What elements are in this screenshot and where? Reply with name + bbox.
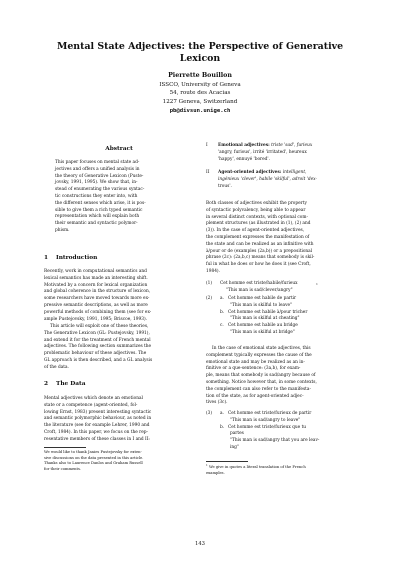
abstract-body <box>55 160 183 235</box>
text-line: of the data. <box>44 364 69 370</box>
footnote-rule <box>206 461 248 462</box>
example-number: (3) <box>206 411 213 416</box>
section-number: 1 <box>44 255 49 261</box>
example-gloss: "This man is sad/clever/angry" <box>226 287 293 293</box>
example-french: Cet homme est triste/furieux que tu <box>228 424 307 430</box>
author-name: Pierrette Bouillon <box>168 72 232 79</box>
section-title: Introduction <box>56 255 98 261</box>
abstract-line: sible to give them a rich typed semantic <box>55 207 143 213</box>
author-city: 1227 Geneva, Switzerland <box>162 99 238 106</box>
text-line: ple, means that somebody is sad/angry because of <box>206 373 316 379</box>
text-line: ingénieux 'clever', habile 'skilful', adroit 'dex- <box>218 176 317 182</box>
text-line: Motivated by a concern for lexical organization <box>44 282 148 288</box>
text-line: Croft, 1984). In this paper, we focus on the rep- <box>44 429 148 435</box>
class-heading: Agent-oriented adjectives: <box>218 170 282 175</box>
text-line: lexical semantics has made an interesting shift. <box>44 275 148 281</box>
text-line: in several distinct contexts, with optional com- <box>206 214 308 220</box>
text-line: (3)). In the case of agent-oriented adjectives, <box>206 228 305 234</box>
text-line: powerful methods of combining them (see for ex- <box>44 309 152 315</box>
text-line: the literature (see for example Lehrer, 1990 and <box>44 423 150 429</box>
text-line: trous'. <box>218 183 232 189</box>
text-line: In the case of emotional state adjectives, this <box>212 346 311 351</box>
text-line: some researchers have moved towards more ex- <box>44 296 150 302</box>
abstract-line: representation which will explain both <box>55 214 140 220</box>
text-line: problematic behaviour of these adjectives. The <box>44 351 147 357</box>
text-line: for their comments. <box>44 466 82 471</box>
abstract-heading: Abstract <box>105 146 133 152</box>
translation-footnote <box>206 463 357 476</box>
text-line: pressive semantic descriptions, as well as more <box>44 302 148 308</box>
text-line: adjectives. The following section summarizes the <box>44 344 152 350</box>
footnote-ref: 1 <box>316 282 318 286</box>
example-number: (2) <box>206 296 213 301</box>
abstract-line: This paper focuses on mental state ad- <box>55 160 140 165</box>
example-french: Cet homme est habile à/pour tricher <box>228 309 308 315</box>
example-french: Cet homme est habile de partir <box>228 296 297 301</box>
text-line: the state and can be realized as an infinitive with <box>206 241 314 247</box>
text-line: examples. <box>206 470 225 475</box>
text-line: resentative members of these classes in I and II: <box>44 436 150 442</box>
example-sublabel: a. <box>220 411 224 416</box>
example-gloss: "This man is skilful to leave" <box>230 302 293 308</box>
text-line: and semantic polymorphic behaviour, as noted in <box>44 416 152 422</box>
class-II-item <box>206 170 357 197</box>
example-gloss: "This man is sad/angry that you are leav- <box>230 438 320 444</box>
example-2 <box>206 296 357 337</box>
intro-paragraph-1 <box>44 269 195 323</box>
footnote-rule <box>44 447 86 448</box>
author-block <box>80 72 320 116</box>
intro-paragraph-2 <box>44 324 195 372</box>
author-affiliation: ISSCO, University of Geneva <box>159 81 241 88</box>
text-line: GL approach is then described, and a GL analysis <box>44 357 153 363</box>
example-french: Cet homme est triste/furieux de partir <box>228 411 312 416</box>
text-line: the complement can also refer to the manifesta- <box>206 386 311 392</box>
abstract-line: stead of enumerating the various syntac- <box>55 187 145 193</box>
section-title: The Data <box>56 381 86 387</box>
example-1 <box>206 281 357 295</box>
abstract-line: the different senses which arise, it is pos- <box>55 200 146 206</box>
footnote-mark: 1 <box>206 463 208 467</box>
text-line: triste 'sad', furieux <box>269 143 313 148</box>
text-line: of syntactic polyvalency, being able to appear <box>206 207 306 213</box>
example-gloss: "This man is skilful at cheating" <box>230 316 300 322</box>
text-line: the complement expresses the manifestation of <box>206 234 310 240</box>
text-line: lowing Ernst, 1983) present interesting syntactic <box>44 409 152 415</box>
text-line: à/pour or de (examples (2a,b)) or a prepositional <box>206 248 313 254</box>
data-paragraph <box>44 396 195 444</box>
text-line: phrase (2c): (2a,b,c) means that somebody is skil- <box>206 255 315 261</box>
section-heading-data <box>44 381 85 387</box>
page-number: 143 <box>195 541 205 547</box>
right-paragraph-2 <box>206 346 357 407</box>
text-line: We would like to thank Janies Pustejovsky for exten- <box>44 450 142 454</box>
text-line: We give in quotes a literal translation of the French <box>208 465 306 470</box>
text-line: something. Notice however that, in some contexts, <box>206 379 317 385</box>
example-sublabel: b. <box>220 424 225 430</box>
author-email: pb@divsun.unige.ch <box>169 107 231 114</box>
abstract-line: the theory of Generative Lexicon (Puste- <box>55 173 144 179</box>
class-I-item <box>206 143 357 170</box>
abstract-line: phism. <box>55 227 70 233</box>
text-line: Both classes of adjectives exhibit the property <box>206 201 307 206</box>
text-line: intelligent, <box>281 170 307 175</box>
text-line: Mental adjectives which denote an emotional <box>44 396 143 401</box>
example-number: (1) <box>206 281 213 286</box>
text-line: complement typically expresses the cause of the <box>206 352 312 358</box>
abstract-line: tic constructions they enter into, with <box>55 193 138 199</box>
text-line: finitive or a que-sentence: (3a,b), for exam- <box>206 366 301 372</box>
text-line: ful in what he does or how he does it (see Croft, <box>206 262 311 268</box>
list-label: II <box>206 170 210 175</box>
abstract-line: jectives and offers a unified analysis in <box>55 166 140 172</box>
paper-title <box>40 41 360 64</box>
example-french: partes <box>230 431 244 437</box>
text-line: emotional state and may be realized as an in- <box>206 359 305 365</box>
title-line-1: Mental State Adjectives: the Perspective of Generative <box>56 41 344 52</box>
author-street: 54, route des Acacias <box>169 90 231 97</box>
text-line: tion of the state, as for agent-oriented adjec- <box>206 393 304 399</box>
text-line: state or a competence (agent-oriented, fol- <box>44 402 138 408</box>
example-french: Cet homme est triste/habile/furieux <box>220 281 298 286</box>
section-number: 2 <box>44 381 49 387</box>
section-heading-introduction <box>44 255 97 261</box>
example-gloss: "This man is skilful at bridge" <box>230 329 295 335</box>
text-line: The Generative Lexicon (GL: Pustejovsky, 1991), <box>44 330 150 336</box>
class-heading: Emotional adjectives: <box>218 143 270 148</box>
text-line: tives (3c). <box>206 400 228 406</box>
text-line: and extend it for the treatment of French mental <box>44 337 151 343</box>
list-label: I <box>206 143 208 148</box>
title-line-2: Lexicon <box>179 52 221 64</box>
acknowledgement-footnote <box>44 450 195 472</box>
abstract-line: jovsky, 1991, 1995). We show that, in- <box>55 180 138 186</box>
text-line: plement structures (as illustrated in (1), (2) and <box>206 221 311 227</box>
text-line: This article will exploit one of these theories, <box>50 324 149 329</box>
example-sublabel: c. <box>220 323 224 329</box>
text-line: 1984). <box>206 268 220 274</box>
text-line: 'angry, furious', irrité 'irritated', heureux <box>218 149 307 155</box>
example-3 <box>206 411 357 452</box>
text-line: Recently, work in computational semantics and <box>44 269 147 274</box>
example-gloss: "This man is sad/angry to leave" <box>230 417 301 423</box>
text-line: 'happy', ennuyé 'bored'. <box>218 156 270 162</box>
text-line: sive discussions on the data presented in this article. <box>44 455 144 460</box>
example-french: Cet homme est habile au bridge <box>228 323 298 329</box>
text-line: Thanks also to Laurence Danlos and Graham Russell <box>44 461 143 465</box>
example-sublabel: a. <box>220 296 224 301</box>
text-line: and global coherence in the structure of lexicon, <box>44 289 151 295</box>
abstract-line: their semantic and syntactic polymor- <box>55 221 138 227</box>
text-line: ample Pustejovsky, 1991, 1995; Briscoe, 1993). <box>44 316 147 322</box>
example-gloss: ing" <box>230 444 239 450</box>
example-sublabel: b. <box>220 309 225 315</box>
right-paragraph-1 <box>206 201 357 276</box>
